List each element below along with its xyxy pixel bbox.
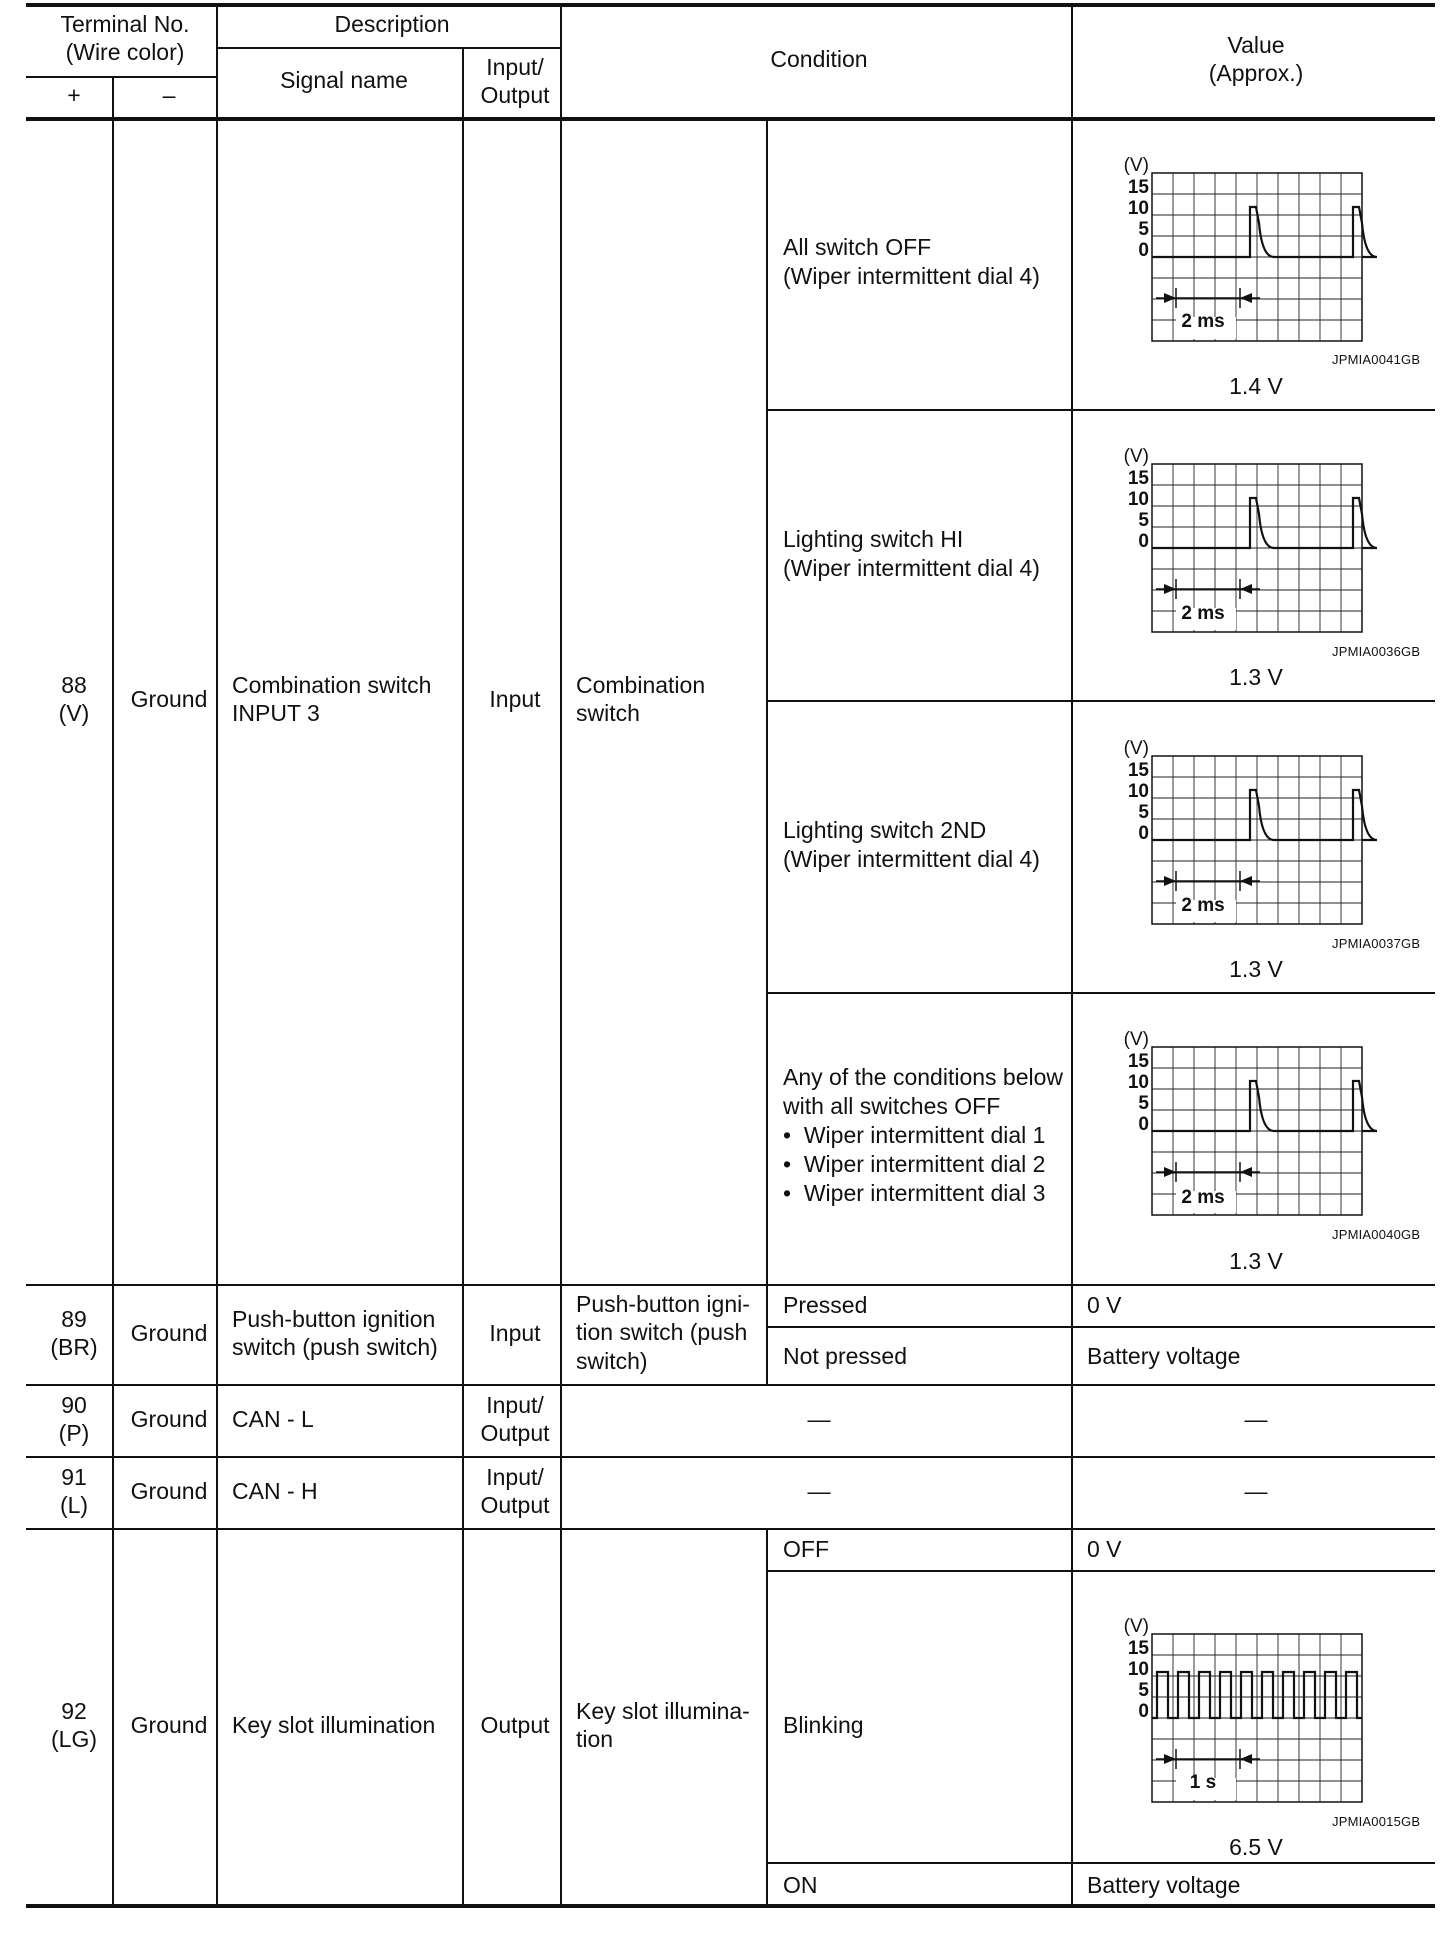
scope-y0-label: 0	[1138, 823, 1149, 844]
r89-cond-3: switch)	[576, 1348, 648, 1374]
scope-y0-label: 0	[1138, 1701, 1149, 1722]
r88-sub3-cond-2: (Wiper intermittent dial 4)	[783, 846, 1040, 872]
r88-signal-1: Combination switch	[232, 672, 432, 698]
scope-y0-label: 0	[1138, 240, 1149, 261]
r92-sub2-figure-code: JPMIA0015GB	[1332, 1814, 1421, 1829]
scope-svg	[1116, 448, 1366, 638]
top-rule	[26, 3, 1435, 7]
scope-svg	[1116, 157, 1366, 347]
hdr-value-1: Value	[1227, 32, 1285, 58]
hdr-plus: +	[67, 82, 81, 108]
scope-unit-label: (V)	[1123, 155, 1149, 176]
r88-sub4-bullet-2-text: Wiper intermittent dial 2	[803, 1151, 1046, 1177]
r88-sub3-cond-1: Lighting switch 2ND	[783, 817, 987, 843]
bottom-rule	[26, 1904, 1435, 1908]
r88-sub2-cond-1: Lighting switch HI	[783, 526, 964, 552]
hdr-condition: Condition	[770, 46, 868, 72]
scope-y10-label: 10	[1127, 198, 1149, 219]
r88-sub4-figure-code: JPMIA0040GB	[1332, 1227, 1421, 1242]
r90-term: 90	[61, 1392, 87, 1418]
r88-sub3-waveform	[1116, 740, 1366, 935]
sub-rule-89	[766, 1326, 1435, 1328]
r88-sub4-cond-1: Any of the conditions below	[783, 1064, 1064, 1090]
scope-y15-label: 15	[1127, 1051, 1149, 1072]
r91-io-1: Input/	[486, 1464, 544, 1490]
scope-y5-label: 5	[1138, 1680, 1149, 1701]
r89-cond-2: tion switch (push	[576, 1319, 748, 1345]
scope-arrow-left	[1164, 1754, 1176, 1764]
hdr-minus: –	[162, 82, 176, 108]
scope-waveform-trace	[1152, 498, 1377, 548]
r91-io-2: Output	[480, 1492, 550, 1518]
hdr-io-1: Input/	[486, 54, 544, 80]
hdr-io-2: Output	[480, 82, 550, 108]
r92-io: Output	[480, 1712, 550, 1738]
scope-y0-label: 0	[1138, 531, 1149, 552]
r91-term: 91	[61, 1464, 87, 1490]
r88-sub1-cond-1: All switch OFF	[783, 234, 932, 260]
scope-unit-label: (V)	[1123, 1029, 1149, 1050]
r92-sub2: Blinking	[783, 1712, 864, 1738]
r91-cond: —	[807, 1478, 831, 1504]
r88-term: 88	[61, 672, 87, 698]
r88-sub1-figure-code: JPMIA0041GB	[1332, 352, 1421, 367]
r89-sub2: Not pressed	[783, 1343, 908, 1369]
scope-y5-label: 5	[1138, 219, 1149, 240]
r88-sub1-waveform	[1116, 157, 1366, 352]
r90-io-1: Input/	[486, 1392, 544, 1418]
r91-signal: CAN - H	[232, 1478, 318, 1504]
r91-ground: Ground	[130, 1478, 208, 1504]
r89-sub1: Pressed	[783, 1292, 868, 1318]
term-rule	[26, 76, 216, 78]
scope-y10-label: 10	[1127, 781, 1149, 802]
hdr-description: Description	[334, 11, 450, 37]
col-rule-value	[1071, 3, 1073, 1906]
row-rule-92	[26, 1528, 1435, 1530]
r88-sub2-timescale: 2 ms	[1181, 603, 1225, 624]
r90-signal: CAN - L	[232, 1406, 314, 1432]
r92-cond-1: Key slot illumina-	[576, 1698, 750, 1724]
r88-sub4-bullet-list	[783, 1121, 1045, 1208]
sub-rule-2	[766, 700, 1435, 702]
scope-y10-label: 10	[1127, 1659, 1149, 1680]
sub-rule-92a	[766, 1570, 1435, 1572]
r88-signal-2: INPUT 3	[232, 700, 320, 726]
r89-ground: Ground	[130, 1320, 208, 1346]
r92-wire: (LG)	[51, 1726, 97, 1752]
scope-svg	[1116, 1031, 1366, 1221]
r92-val1: 0 V	[1087, 1536, 1122, 1562]
r88-sub4-value: 1.3 V	[1229, 1248, 1283, 1274]
r92-cond-2: tion	[576, 1726, 614, 1752]
scope-unit-label: (V)	[1123, 446, 1149, 467]
hdr-terminal-no: Terminal No.	[60, 11, 190, 37]
scope-arrow-right	[1240, 876, 1252, 886]
scope-unit-label: (V)	[1123, 1616, 1149, 1637]
scope-arrow-left	[1164, 584, 1176, 594]
r88-sub3-figure-code: JPMIA0037GB	[1332, 936, 1421, 951]
r89-val1: 0 V	[1087, 1292, 1122, 1318]
col-rule-io	[462, 47, 464, 1906]
scope-unit-label: (V)	[1123, 738, 1149, 759]
r88-cond-1: Combination	[576, 672, 706, 698]
r92-sub1: OFF	[783, 1536, 829, 1562]
scope-y15-label: 15	[1127, 1638, 1149, 1659]
r88-io: Input	[489, 686, 541, 712]
col-rule-minus	[112, 76, 114, 1906]
col-rule-cond	[560, 3, 562, 1906]
hdr-signal-name: Signal name	[280, 67, 408, 93]
scope-svg	[1116, 740, 1366, 930]
r88-sub4-bullet-3: • Wiper intermittent dial 3	[783, 1180, 1046, 1206]
scope-arrow-left	[1164, 293, 1176, 303]
r88-sub3-timescale: 2 ms	[1181, 895, 1225, 916]
hdr-value-2: (Approx.)	[1208, 60, 1304, 86]
r88-wire: (V)	[58, 700, 90, 726]
r88-sub1-value: 1.4 V	[1229, 373, 1283, 399]
r90-val: —	[1244, 1406, 1268, 1432]
row-rule-89	[26, 1284, 1435, 1286]
r89-cond-1: Push-button igni-	[576, 1291, 750, 1317]
scope-y0-label: 0	[1138, 1114, 1149, 1135]
scope-arrow-right	[1240, 293, 1252, 303]
r88-sub4-bullet-1-text: Wiper intermittent dial 1	[803, 1122, 1046, 1148]
r88-sub4-bullet-2: • Wiper intermittent dial 2	[783, 1151, 1046, 1177]
r88-ground: Ground	[130, 686, 208, 712]
row-rule-90	[26, 1384, 1435, 1386]
r92-signal: Key slot illumination	[232, 1712, 436, 1738]
col-rule-subcond-b	[766, 1528, 768, 1906]
r88-sub3-value: 1.3 V	[1229, 956, 1283, 982]
r89-signal-2: switch (push switch)	[232, 1334, 438, 1360]
r91-wire: (L)	[59, 1492, 89, 1518]
col-rule-signal	[216, 3, 218, 1906]
r89-signal-1: Push-button ignition	[232, 1306, 436, 1332]
r92-sub2-waveform	[1116, 1618, 1366, 1813]
sub-rule-3	[766, 992, 1435, 994]
scope-arrow-right	[1240, 1167, 1252, 1177]
scope-arrow-right	[1240, 1754, 1252, 1764]
scope-y15-label: 15	[1127, 468, 1149, 489]
sub-rule-1	[766, 409, 1435, 411]
desc-rule	[216, 47, 560, 49]
r92-ground: Ground	[130, 1712, 208, 1738]
scope-y10-label: 10	[1127, 1072, 1149, 1093]
r88-sub4-waveform	[1116, 1031, 1366, 1226]
sub-rule-92b	[766, 1862, 1435, 1864]
scope-waveform-trace	[1152, 207, 1377, 257]
r88-sub4-cond-2: with all switches OFF	[783, 1093, 1001, 1119]
r90-ground: Ground	[130, 1406, 208, 1432]
scope-y5-label: 5	[1138, 510, 1149, 531]
hdr-wire-color: (Wire color)	[65, 39, 185, 65]
r91-val: —	[1244, 1478, 1268, 1504]
r88-sub4-bullet-3-text: Wiper intermittent dial 3	[803, 1180, 1046, 1206]
r88-sub1-timescale: 2 ms	[1181, 311, 1225, 332]
scope-waveform-trace	[1152, 1081, 1377, 1131]
scope-y15-label: 15	[1127, 177, 1149, 198]
scope-y10-label: 10	[1127, 489, 1149, 510]
scope-y5-label: 5	[1138, 802, 1149, 823]
scope-y15-label: 15	[1127, 760, 1149, 781]
r88-sub2-cond-2: (Wiper intermittent dial 4)	[783, 555, 1040, 581]
r88-sub4-timescale: 2 ms	[1181, 1187, 1225, 1208]
r89-term: 89	[61, 1306, 87, 1332]
scope-arrow-right	[1240, 584, 1252, 594]
r88-sub4-bullet-1: • Wiper intermittent dial 1	[783, 1122, 1046, 1148]
header-bottom-rule	[26, 117, 1435, 121]
r89-val2: Battery voltage	[1087, 1343, 1241, 1369]
r88-cond-2: switch	[576, 700, 640, 726]
r90-io-2: Output	[480, 1420, 550, 1446]
r92-sub2-value: 6.5 V	[1229, 1834, 1283, 1860]
r92-val3: Battery voltage	[1087, 1872, 1241, 1898]
scope-waveform-trace	[1152, 790, 1377, 840]
r88-sub2-waveform	[1116, 448, 1366, 643]
r88-sub1-cond-2: (Wiper intermittent dial 4)	[783, 263, 1040, 289]
col-rule-subcond-a	[766, 117, 768, 1385]
r92-sub3: ON	[783, 1872, 818, 1898]
row-rule-91	[26, 1456, 1435, 1458]
scope-y5-label: 5	[1138, 1093, 1149, 1114]
r88-sub2-value: 1.3 V	[1229, 664, 1283, 690]
r92-sub2-timescale: 1 s	[1189, 1772, 1217, 1793]
scope-arrow-left	[1164, 876, 1176, 886]
r90-wire: (P)	[58, 1420, 90, 1446]
r90-cond: —	[807, 1406, 831, 1432]
r89-wire: (BR)	[50, 1334, 98, 1360]
r89-io: Input	[489, 1320, 541, 1346]
r88-sub2-figure-code: JPMIA0036GB	[1332, 644, 1421, 659]
scope-svg	[1116, 1618, 1366, 1808]
r92-term: 92	[61, 1698, 87, 1724]
scope-arrow-left	[1164, 1167, 1176, 1177]
